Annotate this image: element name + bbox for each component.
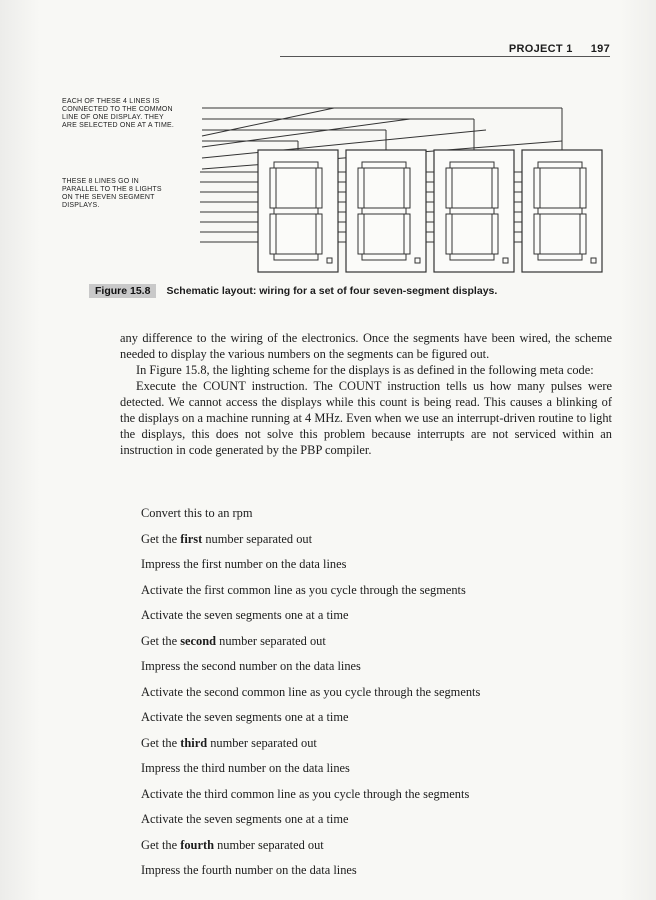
step-text: number separated out	[202, 531, 313, 546]
note-line: EACH OF THESE 4 LINES IS	[62, 98, 160, 105]
paragraph: any difference to the wiring of the electronics. Once the segments have been wired, the scheme needed to display the various numbers on the segments can be figured out.	[120, 331, 612, 361]
step-text: Activate the seven segments one at a time	[141, 710, 349, 724]
step-text: Impress the second number on the data lines	[141, 659, 361, 673]
meta-code-steps	[141, 505, 611, 888]
body-text	[120, 330, 612, 458]
step-line	[141, 556, 611, 582]
step-text: Get the	[141, 837, 181, 852]
step-line	[141, 837, 611, 863]
step-line	[141, 531, 611, 557]
step-text: Activate the third common line as you cycle through the segments	[141, 786, 470, 801]
step-text: Convert this to an rpm	[141, 506, 253, 520]
step-line	[141, 582, 611, 608]
note-line: THESE 8 LINES GO IN	[62, 178, 139, 185]
seven-segment-wiring-diagram	[62, 92, 622, 282]
note-line: PARALLEL TO THE 8 LIGHTS	[62, 186, 162, 193]
step-text: Get the	[141, 633, 181, 648]
step-ordinal: first	[180, 531, 203, 546]
running-header	[0, 40, 656, 58]
step-text: number separated out	[207, 735, 317, 750]
figure-label: Figure 15.8	[89, 284, 156, 298]
step-text: Get the	[141, 531, 181, 546]
note-line: ON THE SEVEN SEGMENT	[62, 194, 155, 201]
step-line	[141, 658, 611, 684]
step-line	[141, 684, 611, 710]
step-ordinal: third	[180, 735, 208, 750]
note-line: CONNECTED TO THE COMMON	[62, 106, 173, 113]
paragraph: Execute the COUNT instruction. The COUNT instruction tells us how many pulses were detected. We cannot access the displays while this count is being read. This causes a blinking of the displays on a machine running at 4 MHz. Even when we use an interrupt-driven routine to light the displays, this does not solve this problem because interrupts are not serviced within an instruction in code generated by the PBP compiler.	[120, 379, 612, 457]
step-ordinal: fourth	[180, 837, 214, 852]
step-text: Impress the fourth number on the data lines	[141, 863, 357, 877]
note-line: LINE OF ONE DISPLAY. THEY	[62, 114, 164, 121]
note-line: DISPLAYS.	[62, 202, 100, 209]
step-ordinal: second	[180, 633, 217, 648]
header-text	[509, 43, 610, 55]
step-text: Activate the first common line as you cycle through the segments	[141, 582, 466, 597]
note-line: ARE SELECTED ONE AT A TIME.	[62, 122, 174, 129]
step-text: Impress the third number on the data lines	[141, 761, 350, 775]
step-line	[141, 633, 611, 659]
page-number: 197	[590, 43, 610, 55]
step-text: number separated out	[216, 633, 326, 648]
step-line	[141, 862, 611, 888]
step-text: Get the	[141, 735, 181, 750]
common-line	[202, 119, 410, 147]
figure-schematic	[62, 92, 622, 282]
project-label: PROJECT 1	[508, 43, 573, 55]
step-text: number separated out	[213, 837, 324, 852]
figure-caption-text: Schematic layout: wiring for a set of four seven-segment displays.	[166, 285, 498, 297]
step-line	[141, 735, 611, 761]
step-text: Activate the seven segments one at a time	[141, 812, 349, 826]
step-text: Activate the second common line as you cycle through the segments	[141, 684, 481, 699]
step-line	[141, 811, 611, 837]
step-text: Impress the first number on the data lines	[141, 557, 347, 571]
step-line	[141, 786, 611, 812]
step-line	[141, 607, 611, 633]
paragraph: In Figure 15.8, the lighting scheme for the displays is as defined in the following meta code:	[136, 363, 594, 377]
step-line	[141, 709, 611, 735]
header-rule	[280, 56, 610, 57]
step-line	[141, 505, 611, 531]
step-text: Activate the seven segments one at a time	[141, 608, 349, 622]
step-line	[141, 760, 611, 786]
figure-caption	[89, 285, 497, 297]
